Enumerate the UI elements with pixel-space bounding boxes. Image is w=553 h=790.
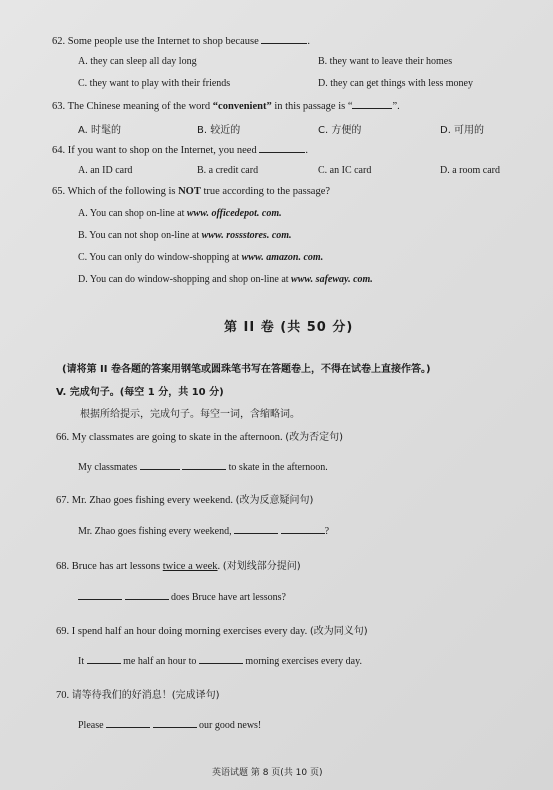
question-68 <box>56 557 301 572</box>
option-65-d <box>78 274 373 285</box>
question-number: 64. <box>52 145 66 156</box>
question-stem: If you want to shop on the Internet, you need <box>67 145 257 156</box>
question-number: 70. <box>56 690 70 701</box>
punct: ? <box>324 526 330 537</box>
option-62-d: D. they can get things with less money <box>318 78 473 89</box>
page-footer: 英语试题 第 8 页(共 10 页) <box>212 768 323 778</box>
part-2-instruction: (请将第 II 卷各题的答案用钢笔或圆珠笔书写在答题卷上，不得在试卷上直接作答。) <box>62 364 431 375</box>
question-number: 69. <box>56 626 70 637</box>
part-2-title: 第 II 卷 (共 50 分) <box>224 320 354 335</box>
question-hint: (改为否定句) <box>285 432 344 443</box>
option-text: A. You can shop on-line at <box>78 208 185 219</box>
answer-blank <box>199 654 243 664</box>
question-64 <box>52 143 308 156</box>
question-65 <box>52 186 330 197</box>
answer-blank <box>125 590 169 600</box>
website: www. amazon. com. <box>241 252 324 263</box>
answer-blank <box>87 654 121 664</box>
option-63-c: C. 方便的 <box>318 125 362 136</box>
answer-blank <box>281 524 325 534</box>
question-text: 请等待我们的好消息！(完成译句) <box>71 690 220 701</box>
question-66 <box>56 428 343 443</box>
question-text: Mr. Zhao goes fishing every weekend. <box>71 495 233 506</box>
punct: ”. <box>392 101 400 112</box>
question-text: My classmates are going to skate in the afternoon. <box>71 432 283 443</box>
answer-blank <box>259 143 305 153</box>
answer-text: our good news! <box>199 720 262 731</box>
answer-blank <box>352 99 392 109</box>
option-text: D. You can do window-shopping and shop on-line at <box>78 274 289 285</box>
question-69 <box>56 622 368 637</box>
answer-text: does Bruce have art lessons? <box>171 592 286 603</box>
option-text: B. You can not shop on-line at <box>78 230 200 241</box>
option-65-b <box>78 230 292 241</box>
answer-blank <box>78 590 122 600</box>
answer-blank <box>261 34 307 44</box>
question-62 <box>52 34 310 47</box>
key-word: “convenient” <box>212 101 272 112</box>
punct: . <box>307 36 310 47</box>
option-62-a: A. they can sleep all day long <box>78 56 197 67</box>
answer-blank <box>153 718 197 728</box>
website: www. rossstores. com. <box>201 230 292 241</box>
question-hint: (改为同义句) <box>309 626 368 637</box>
answer-line-70 <box>78 718 261 731</box>
option-63-a: A. 时髦的 <box>78 125 122 136</box>
option-63-b: B. 较近的 <box>197 125 241 136</box>
answer-blank <box>234 524 278 534</box>
option-64-d: D. a room card <box>440 165 500 176</box>
punct: . <box>217 561 221 572</box>
question-hint: (改为反意疑问句) <box>235 495 314 506</box>
section-note: 根据所给提示，完成句子。每空一词，含缩略词。 <box>80 409 300 420</box>
option-65-a <box>78 208 282 219</box>
question-stem: Which of the following is <box>67 186 176 197</box>
question-text: Bruce has art lessons <box>71 561 161 572</box>
answer-text: It <box>78 656 85 667</box>
option-64-c: C. an IC card <box>318 165 372 176</box>
option-65-c <box>78 252 323 263</box>
answer-text: Mr. Zhao goes fishing every weekend, <box>78 526 232 537</box>
question-number: 68. <box>56 561 70 572</box>
question-number: 66. <box>56 432 70 443</box>
option-62-b: B. they want to leave their homes <box>318 56 453 67</box>
question-number: 67. <box>56 495 70 506</box>
question-70 <box>56 686 220 701</box>
underlined-phrase: twice a week <box>162 561 218 572</box>
question-stem-end: true according to the passage? <box>203 186 331 197</box>
answer-blank <box>182 460 226 470</box>
question-number: 63. <box>52 101 66 112</box>
question-number: 62. <box>52 36 66 47</box>
answer-line-68 <box>78 590 286 603</box>
answer-line-66 <box>78 460 328 473</box>
question-63 <box>52 99 400 112</box>
answer-line-67 <box>78 524 329 537</box>
website: www. officedepot. com. <box>186 208 282 219</box>
punct: . <box>305 145 308 156</box>
option-64-b: B. a credit card <box>197 165 259 176</box>
question-text: I spend half an hour doing morning exercises every day. <box>71 626 308 637</box>
question-number: 65. <box>52 186 66 197</box>
emphasis-not: NOT <box>178 186 201 197</box>
section-heading: V. 完成句子。(每空 1 分，共 10 分) <box>56 387 224 398</box>
answer-blank <box>140 460 180 470</box>
option-text: C. You can only do window-shopping at <box>78 252 240 263</box>
option-64-a: A. an ID card <box>78 165 133 176</box>
answer-text: My classmates <box>78 462 138 473</box>
answer-line-69 <box>78 654 362 667</box>
answer-text: Please <box>78 720 104 731</box>
option-62-c: C. they want to play with their friends <box>78 78 231 89</box>
answer-text: morning exercises every day. <box>245 656 362 667</box>
question-67 <box>56 491 313 506</box>
question-hint: (对划线部分提问) <box>222 561 301 572</box>
answer-text: me half an hour to <box>123 656 197 667</box>
website: www. safeway. com. <box>291 274 373 285</box>
question-stem: Some people use the Internet to shop because <box>67 36 259 47</box>
answer-blank <box>106 718 150 728</box>
question-stem: The Chinese meaning of the word <box>67 101 211 112</box>
option-63-d: D. 可用的 <box>440 125 485 136</box>
question-stem-end: in this passage is “ <box>274 101 353 112</box>
answer-text: to skate in the afternoon. <box>228 462 328 473</box>
